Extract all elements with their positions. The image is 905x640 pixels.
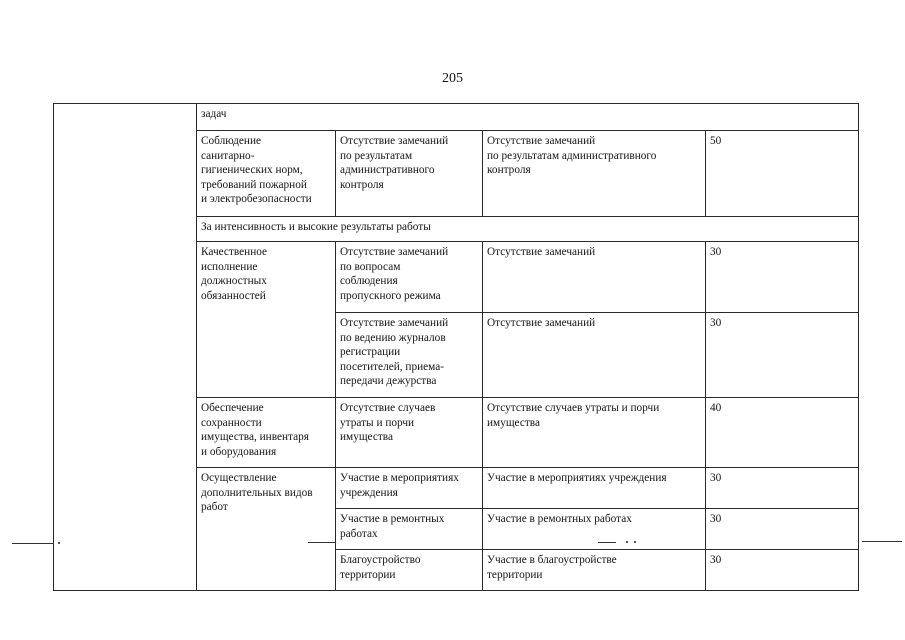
criterion-name-cell: Качественное исполнение должностных обязанностей	[197, 242, 336, 398]
scan-artifact-dot	[626, 541, 628, 543]
criterion-cell: Участие в ремонтных работах	[483, 509, 706, 550]
points-cell: 30	[706, 242, 859, 313]
criterion-cell: Участие в благоустройстве территории	[483, 550, 706, 591]
criterion-cell: Отсутствие случаев утраты и порчи имущества	[483, 398, 706, 468]
points-cell: 30	[706, 509, 859, 550]
scan-artifact-right	[862, 541, 902, 542]
indicator-cell: Отсутствие замечаний по ведению журналов регистрации посетителей, приема- передачи дежурства	[336, 313, 483, 398]
indicator-cell: Отсутствие замечаний по вопросам соблюдения пропускного режима	[336, 242, 483, 313]
left-empty-column	[54, 104, 197, 591]
criterion-cell: Отсутствие замечаний по результатам административного контроля	[483, 131, 706, 217]
section-continuation-cell: задач	[197, 104, 859, 131]
table-row	[54, 104, 859, 131]
criterion-name-cell: Соблюдение санитарно- гигиенических норм, требований пожарной и электробезопасности	[197, 131, 336, 217]
criterion-name-cell: Обеспечение сохранности имущества, инвентаря и оборудования	[197, 398, 336, 468]
page-number: 205	[442, 71, 463, 86]
scan-artifact-dot	[634, 541, 636, 543]
section-header-cell: За интенсивность и высокие результаты работы	[197, 217, 859, 242]
points-cell: 50	[706, 131, 859, 217]
indicator-cell: Благоустройство территории	[336, 550, 483, 591]
points-cell: 40	[706, 398, 859, 468]
scan-artifact-dot	[58, 542, 60, 544]
points-cell: 30	[706, 313, 859, 398]
criterion-cell: Отсутствие замечаний	[483, 242, 706, 313]
indicator-cell: Участие в ремонтных работах	[336, 509, 483, 550]
scan-artifact-center-right	[598, 542, 616, 543]
indicator-cell: Участие в мероприятиях учреждения	[336, 468, 483, 509]
criterion-name-cell: Осуществление дополнительных видов работ	[197, 468, 336, 591]
scan-artifact-center	[308, 542, 336, 543]
points-cell: 30	[706, 550, 859, 591]
criterion-cell: Отсутствие замечаний	[483, 313, 706, 398]
indicator-cell: Отсутствие случаев утраты и порчи имущества	[336, 398, 483, 468]
indicator-cell: Отсутствие замечаний по результатам административного контроля	[336, 131, 483, 217]
scan-artifact-left	[12, 543, 54, 544]
criterion-cell: Участие в мероприятиях учреждения	[483, 468, 706, 509]
points-cell: 30	[706, 468, 859, 509]
criteria-table	[53, 103, 859, 591]
